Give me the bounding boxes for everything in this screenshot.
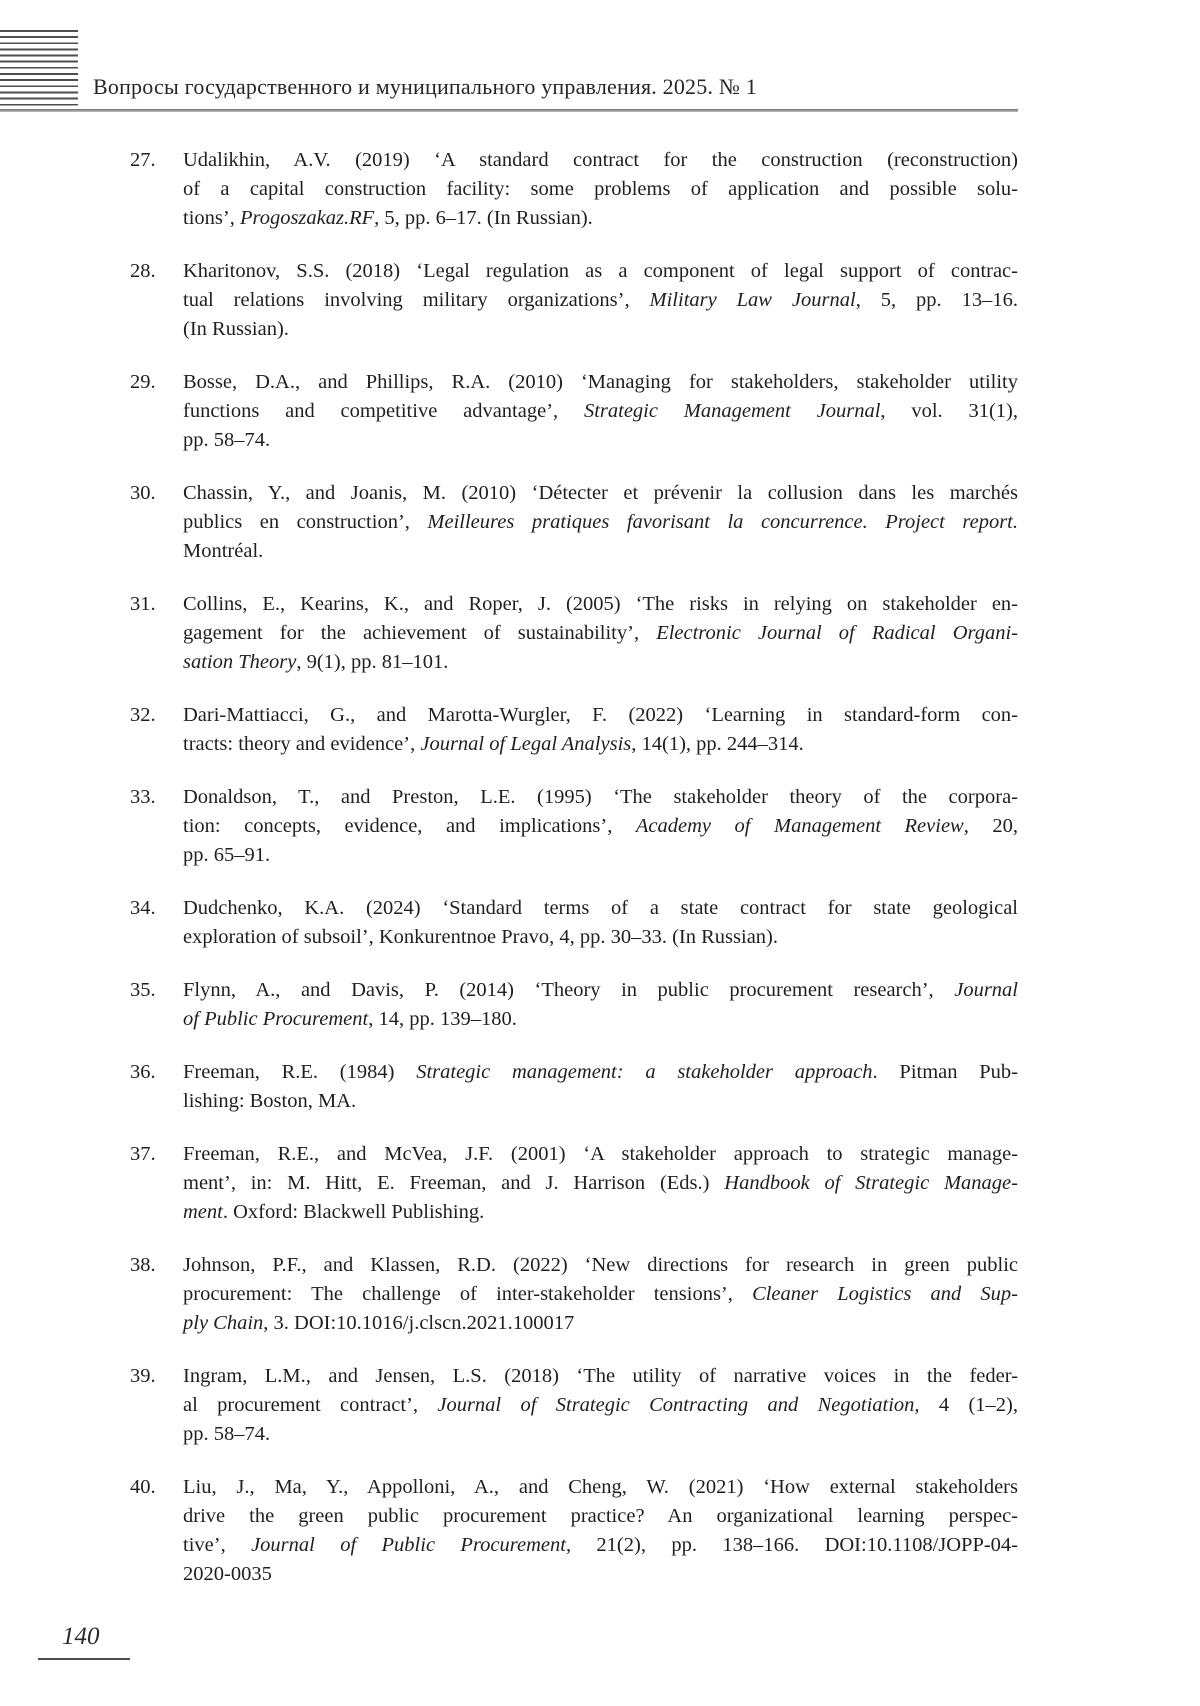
reference-line: ply Chain, 3. DOI:10.1016/j.clscn.2021.100017	[183, 1312, 575, 1334]
reference-text	[183, 146, 1018, 233]
reference-item	[130, 1251, 1018, 1338]
references-list	[130, 146, 1018, 1613]
reference-item	[130, 257, 1018, 344]
reference-number: 38.	[130, 1254, 156, 1276]
reference-line: pp. 58–74.	[183, 429, 271, 451]
reference-line: pp. 65–91.	[183, 844, 271, 866]
reference-number: 40.	[130, 1476, 156, 1498]
reference-line: tions’, Progoszakaz.RF, 5, pp. 6–17. (In Russian).	[183, 207, 593, 229]
reference-line: 2020-0035	[183, 1563, 272, 1585]
journal-logo-lines-icon	[0, 30, 78, 110]
page-number-rule	[38, 1658, 130, 1660]
reference-line: Bosse, D.A., and Phillips, R.A. (2010) ‘Managing for stakeholders, stakeholder utility	[183, 371, 1018, 393]
reference-number: 28.	[130, 260, 156, 282]
reference-text	[183, 1251, 1018, 1338]
reference-text	[183, 894, 1018, 952]
reference-number: 35.	[130, 979, 156, 1001]
reference-line: drive the green public procurement practice? An organizational learning perspec-	[183, 1505, 1018, 1527]
reference-item	[130, 976, 1018, 1034]
reference-line: Donaldson, T., and Preston, L.E. (1995) ‘The stakeholder theory of the corpora-	[183, 786, 1018, 808]
reference-line: gagement for the achievement of sustainability’, Electronic Journal of Radical Organi-	[183, 622, 1018, 644]
reference-item	[130, 783, 1018, 870]
reference-line: Freeman, R.E., and McVea, J.F. (2001) ‘A stakeholder approach to strategic manage-	[183, 1143, 1018, 1165]
reference-line: ment’, in: M. Hitt, E. Freeman, and J. Harrison (Eds.) Handbook of Strategic Manage-	[183, 1172, 1018, 1194]
reference-text	[183, 701, 1018, 759]
reference-line: lishing: Boston, MA.	[183, 1090, 357, 1112]
reference-line: sation Theory, 9(1), pp. 81–101.	[183, 651, 449, 673]
reference-number: 34.	[130, 897, 156, 919]
reference-text	[183, 479, 1018, 566]
reference-line: Ingram, L.M., and Jensen, L.S. (2018) ‘The utility of narrative voices in the feder-	[183, 1365, 1018, 1387]
reference-line: Freeman, R.E. (1984) Strategic management: a stakeholder approach. Pitman Pub-	[183, 1061, 1018, 1083]
reference-line: procurement: The challenge of inter-stakeholder tensions’, Cleaner Logistics and Sup-	[183, 1283, 1018, 1305]
reference-text	[183, 976, 1018, 1034]
reference-item	[130, 1362, 1018, 1449]
reference-line: Flynn, A., and Davis, P. (2014) ‘Theory in public procurement research’, Journal	[183, 979, 1018, 1001]
reference-number: 32.	[130, 704, 156, 726]
reference-number: 30.	[130, 482, 156, 504]
reference-number: 39.	[130, 1365, 156, 1387]
reference-text	[183, 1058, 1018, 1116]
reference-number: 36.	[130, 1061, 156, 1083]
reference-text	[183, 1473, 1018, 1589]
reference-line: (In Russian).	[183, 318, 289, 340]
reference-line: pp. 58–74.	[183, 1423, 271, 1445]
reference-text	[183, 368, 1018, 455]
reference-line: exploration of subsoil’, Konkurentnoe Pravo, 4, pp. 30–33. (In Russian).	[183, 926, 778, 948]
reference-item	[130, 701, 1018, 759]
reference-item	[130, 590, 1018, 677]
reference-text	[183, 1140, 1018, 1227]
reference-line: Liu, J., Ma, Y., Appolloni, A., and Cheng, W. (2021) ‘How external stakeholders	[183, 1476, 1018, 1498]
reference-item	[130, 146, 1018, 233]
reference-line: Dari-Mattiacci, G., and Marotta-Wurgler, F. (2022) ‘Learning in standard-form con-	[183, 704, 1018, 726]
reference-line: Kharitonov, S.S. (2018) ‘Legal regulation as a component of legal support of contrac-	[183, 260, 1018, 282]
reference-line: Chassin, Y., and Joanis, M. (2010) ‘Détecter et prévenir la collusion dans les marchés	[183, 482, 1018, 504]
journal-title: Вопросы государственного и муниципального управления. 2025. № 1	[93, 74, 757, 99]
reference-item	[130, 1058, 1018, 1116]
reference-item	[130, 1473, 1018, 1589]
reference-text	[183, 1362, 1018, 1449]
header-rule	[0, 109, 1018, 112]
reference-item	[130, 894, 1018, 952]
reference-number: 33.	[130, 786, 156, 808]
reference-line: Udalikhin, A.V. (2019) ‘A standard contract for the construction (reconstruction)	[183, 149, 1018, 171]
reference-line: tive’, Journal of Public Procurement, 21(2), pp. 138–166. DOI:10.1108/JOPP-04-	[183, 1534, 1019, 1556]
page-number: 140	[62, 1623, 100, 1650]
reference-line: of Public Procurement, 14, pp. 139–180.	[183, 1008, 517, 1030]
reference-line: Montréal.	[183, 540, 264, 562]
reference-line: al procurement contract’, Journal of Strategic Contracting and Negotiation, 4 (1–2),	[183, 1394, 1018, 1416]
reference-line: Dudchenko, K.A. (2024) ‘Standard terms of a state contract for state geological	[183, 897, 1018, 919]
reference-item	[130, 1140, 1018, 1227]
reference-line: tracts: theory and evidence’, Journal of Legal Analysis, 14(1), pp. 244–314.	[183, 733, 804, 755]
reference-line: Johnson, P.F., and Klassen, R.D. (2022) ‘New directions for research in green public	[183, 1254, 1018, 1276]
reference-line: publics en construction’, Meilleures pratiques favorisant la concurrence. Project report.	[183, 511, 1018, 533]
reference-item	[130, 368, 1018, 455]
reference-line: Collins, E., Kearins, K., and Roper, J. (2005) ‘The risks in relying on stakeholder en-	[183, 593, 1018, 615]
reference-line: tion: concepts, evidence, and implications’, Academy of Management Review, 20,	[183, 815, 1019, 837]
reference-text	[183, 783, 1018, 870]
reference-text	[183, 257, 1018, 344]
reference-number: 29.	[130, 371, 156, 393]
reference-line: tual relations involving military organizations’, Military Law Journal, 5, pp. 13–16.	[183, 289, 1018, 311]
reference-line: functions and competitive advantage’, Strategic Management Journal, vol. 31(1),	[183, 400, 1018, 422]
reference-line: of a capital construction facility: some problems of application and possible solu-	[183, 178, 1018, 200]
reference-item	[130, 479, 1018, 566]
reference-line: ment. Oxford: Blackwell Publishing.	[183, 1201, 485, 1223]
reference-number: 37.	[130, 1143, 156, 1165]
reference-number: 31.	[130, 593, 156, 615]
reference-text	[183, 590, 1018, 677]
reference-number: 27.	[130, 149, 156, 171]
